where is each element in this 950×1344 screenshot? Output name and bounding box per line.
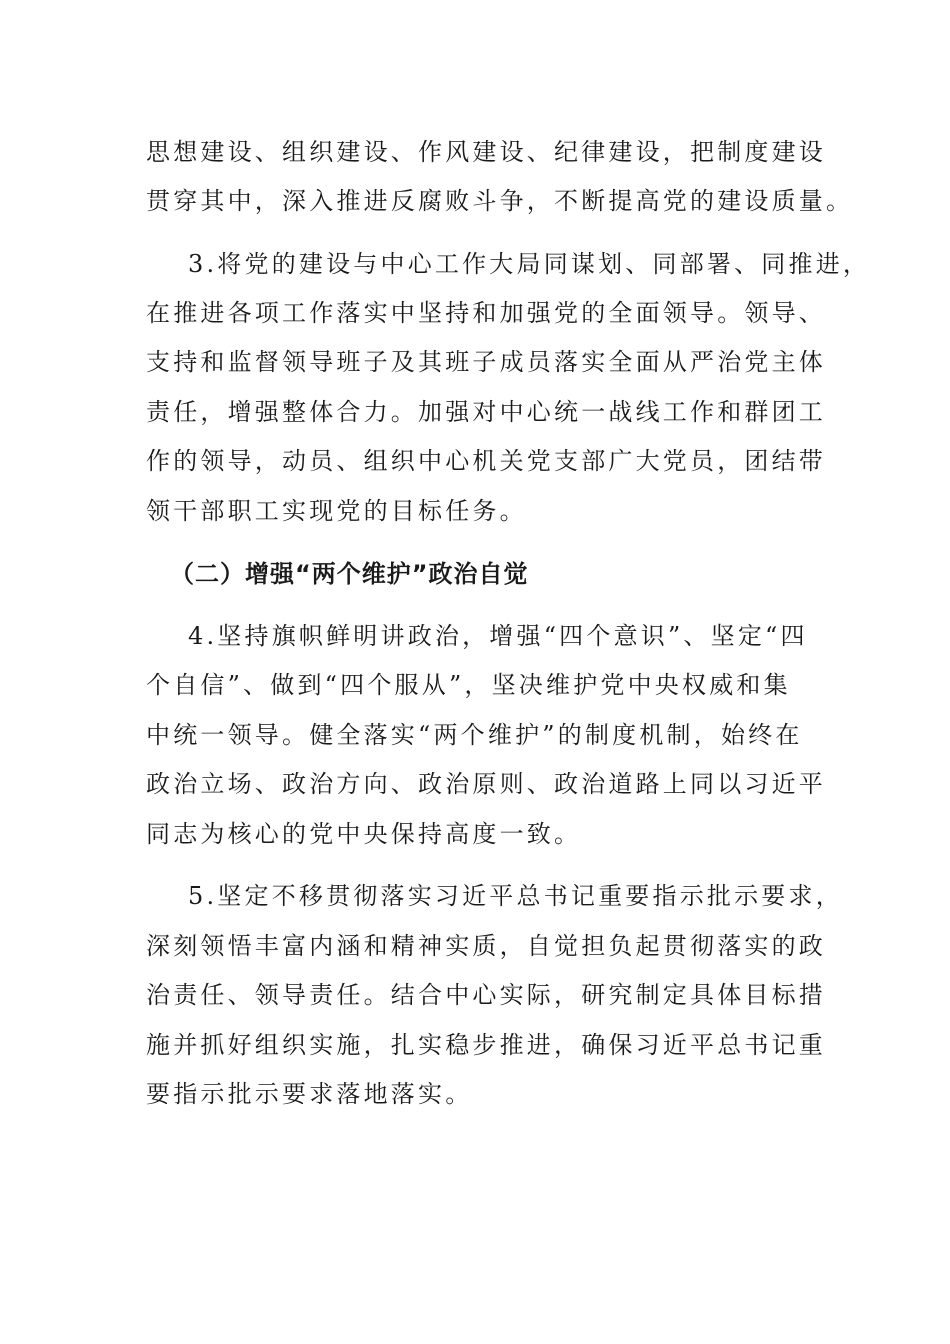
paragraph-line: 作的领导，动员、组织中心机关党支部广大党员，团结带 [146, 447, 826, 475]
paragraph-line: 4.坚持旗帜鲜明讲政治，增强“四个意识”、坚定“四 [188, 622, 808, 650]
paragraph-line: 思想建设、组织建设、作风建设、纪律建设，把制度建设 [146, 138, 826, 166]
paragraph-line: 政治立场、政治方向、政治原则、政治道路上同以习近平 [146, 770, 826, 798]
paragraph-line: 中统一领导。健全落实“两个维护”的制度机制，始终在 [146, 721, 803, 749]
paragraph-line: 深刻领悟丰富内涵和精神实质，自觉担负起贯彻落实的政 [146, 932, 826, 960]
paragraph-line: 在推进各项工作落实中坚持和加强党的全面领导。领导、 [146, 299, 826, 327]
paragraph-line: 5.坚定不移贯彻落实习近平总书记重要指示批示要求， [188, 882, 843, 910]
paragraph-line: 要指示批示要求落地落实。 [146, 1080, 473, 1108]
section-heading: （二）增强“两个维护”政治自觉 [170, 560, 529, 588]
paragraph-line: 领干部职工实现党的目标任务。 [146, 497, 527, 525]
paragraph-line: 治责任、领导责任。结合中心实际，研究制定具体目标措 [146, 981, 826, 1009]
paragraph-line: 施并抓好组织实施，扎实稳步推进，确保习近平总书记重 [146, 1031, 826, 1059]
paragraph-line: 贯穿其中，深入推进反腐败斗争，不断提高党的建设质量。 [146, 187, 854, 215]
paragraph-line: 个自信”、做到“四个服从”，坚决维护党中央权威和集 [146, 671, 791, 699]
paragraph-line: 支持和监督领导班子及其班子成员落实全面从严治党主体 [146, 348, 826, 376]
paragraph-line: 3.将党的建设与中心工作大局同谋划、同部署、同推进， [188, 250, 871, 278]
paragraph-line: 责任，增强整体合力。加强对中心统一战线工作和群团工 [146, 398, 826, 426]
paragraph-line: 同志为核心的党中央保持高度一致。 [146, 820, 582, 848]
